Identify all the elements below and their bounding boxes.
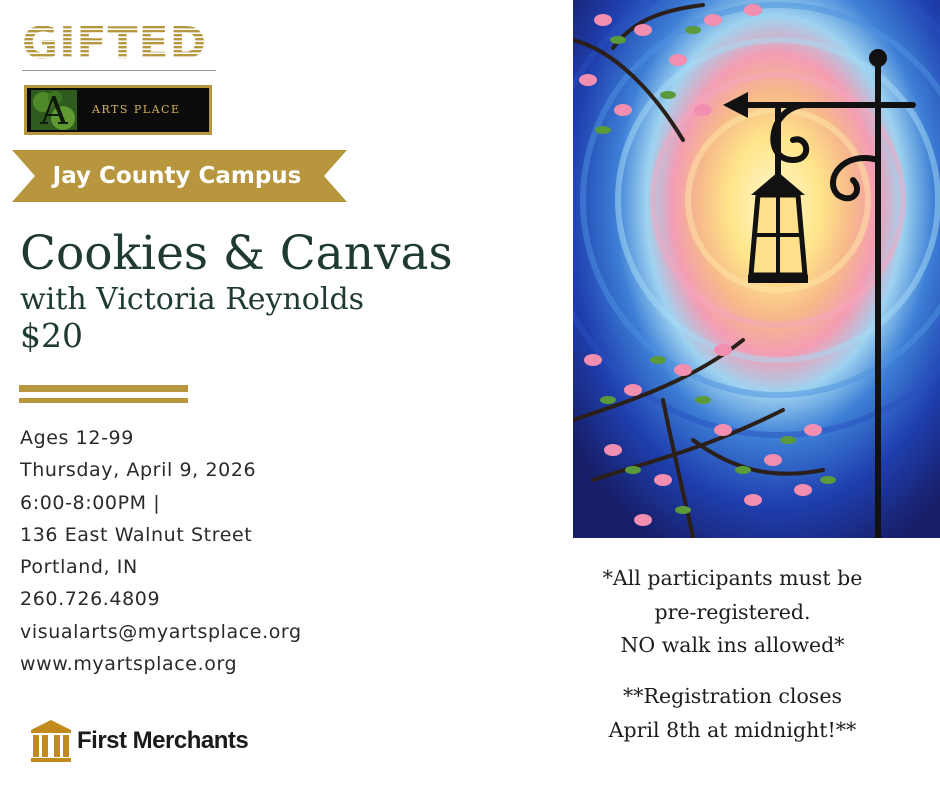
gifted-logo-text: GIFTED xyxy=(22,18,208,64)
arts-place-logo xyxy=(24,85,212,135)
registration-notice xyxy=(560,562,905,663)
detail-time: 6:00-8:00PM | xyxy=(20,491,161,514)
notice-line-3: NO walk ins allowed* xyxy=(620,633,845,657)
arts-place-label: ARTS PLACE xyxy=(92,103,181,116)
detail-address: 136 East Walnut Street xyxy=(20,523,253,546)
gifted-logo xyxy=(22,18,216,64)
gold-divider-bottom xyxy=(19,398,188,403)
gold-divider-top xyxy=(19,385,188,392)
svg-text:A: A xyxy=(40,89,68,132)
detail-ages: Ages 12-99 xyxy=(20,427,134,449)
event-price: $20 xyxy=(20,316,83,355)
event-title: Cookies & Canvas xyxy=(20,226,453,281)
registration-deadline xyxy=(560,680,905,747)
arts-place-emblem-icon xyxy=(29,88,83,132)
detail-website[interactable]: www.myartsplace.org xyxy=(20,653,238,676)
event-subtitle: with Victoria Reynolds xyxy=(20,282,365,317)
detail-email[interactable]: visualarts@myartsplace.org xyxy=(20,620,302,643)
detail-date: Thursday, April 9, 2026 xyxy=(20,459,257,482)
first-merchants-label: First Merchants xyxy=(77,727,249,754)
notice-line-5: April 8th at midnight!** xyxy=(608,717,857,742)
notice-line-2: pre-registered. xyxy=(654,599,811,624)
logo-divider xyxy=(22,70,216,71)
campus-banner-text: Jay County Campus xyxy=(52,163,302,189)
campus-banner xyxy=(12,150,347,206)
first-merchants-logo xyxy=(30,719,248,763)
detail-phone[interactable]: 260.726.4809 xyxy=(20,588,161,611)
first-merchants-emblem-icon xyxy=(30,719,72,763)
notice-line-4: **Registration closes xyxy=(623,684,842,708)
gifted-logo-block xyxy=(22,18,216,71)
notice-line-1: *All participants must be xyxy=(602,566,863,590)
event-details xyxy=(20,422,302,680)
detail-city: Portland, IN xyxy=(20,556,138,579)
lantern-painting-image xyxy=(573,0,940,538)
